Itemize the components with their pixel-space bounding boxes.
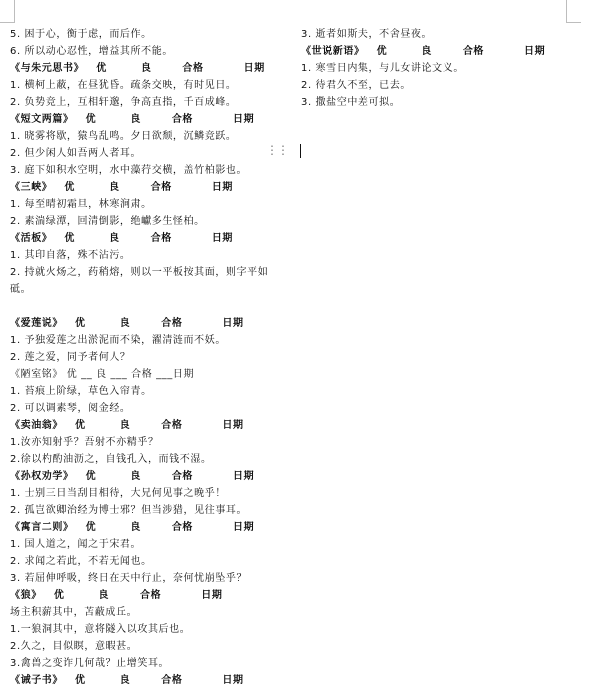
grade-label: 日期 bbox=[211, 233, 234, 244]
grade-label: 良 bbox=[119, 675, 131, 686]
grade-label: 良 bbox=[130, 471, 141, 482]
grade-label: 日期 bbox=[243, 63, 265, 74]
section-title: 《诫子书》 bbox=[10, 675, 63, 686]
grade-label: 合格 bbox=[182, 63, 204, 74]
text-line: 2. 负势竞上，互相轩邈，争高直指，千百成峰。 bbox=[10, 97, 237, 108]
section-heading-plain: 《陋室铭》 优 __ 良 ___ 合格 ___日期 bbox=[10, 369, 195, 380]
text-line: 3. 逝者如斯夫，不舍昼夜。 bbox=[301, 29, 433, 40]
grade-label: 良 bbox=[119, 420, 131, 431]
section-heading bbox=[10, 672, 285, 689]
grade-label: 良 bbox=[140, 63, 152, 74]
grade-label: 合格 bbox=[171, 522, 194, 533]
grade-label: 合格 bbox=[462, 46, 485, 57]
grade-label: 良 bbox=[109, 233, 120, 244]
grade-label: 合格 bbox=[161, 420, 183, 431]
text-line: 2. 可以调素琴，阅金经。 bbox=[10, 403, 131, 414]
section-title: 《与朱元思书》 bbox=[10, 63, 85, 74]
section-title: 《爱莲说》 bbox=[10, 318, 63, 329]
grade-label: 优 bbox=[64, 182, 76, 193]
section-title: 《寓言二则》 bbox=[10, 522, 74, 533]
grade-label: 良 bbox=[130, 114, 141, 125]
text-line: 3. 撒盐空中差可拟。 bbox=[301, 97, 401, 108]
grade-label: 优 bbox=[85, 114, 97, 125]
section-heading bbox=[10, 315, 285, 332]
grade-label: 合格 bbox=[140, 590, 162, 601]
grade-label: 日期 bbox=[222, 675, 244, 686]
section-heading bbox=[301, 43, 571, 60]
grade-label: 日期 bbox=[211, 182, 234, 193]
blank-line bbox=[10, 298, 285, 315]
grade-label: 日期 bbox=[233, 114, 255, 125]
text-line: 1. 每至晴初霜旦，林寒涧肃。 bbox=[10, 199, 152, 210]
section-heading bbox=[10, 60, 285, 77]
grade-label: 良 bbox=[421, 46, 432, 57]
section-title: 《短文两篇》 bbox=[10, 114, 74, 125]
page-corner-mark-right bbox=[566, 0, 581, 23]
text-line: 1. 横柯上蔽，在昼犹昏。疏条交映，有时见日。 bbox=[10, 80, 237, 91]
text-line: 6. 所以动心忍性，增益其所不能。 bbox=[10, 46, 173, 57]
section-title: 《卖油翁》 bbox=[10, 420, 63, 431]
grade-label: 日期 bbox=[233, 471, 255, 482]
section-heading bbox=[10, 587, 285, 604]
grade-label: 优 bbox=[64, 233, 76, 244]
text-line: 2. 持就火炀之，药稍熔，则以一平板按其面，则字平如砥。 bbox=[10, 267, 269, 295]
grade-label: 日期 bbox=[524, 46, 546, 57]
text-line: 1.一狼洞其中，意将隧入以攻其后也。 bbox=[10, 624, 191, 635]
section-title: 《孙权劝学》 bbox=[10, 471, 74, 482]
grade-label: 优 bbox=[96, 63, 107, 74]
grade-label: 良 bbox=[109, 182, 120, 193]
section-heading bbox=[10, 230, 285, 247]
text-line: 3. 若屈伸呼吸，终日在天中行止，奈何忧崩坠乎？ bbox=[10, 573, 248, 584]
grade-label: 合格 bbox=[150, 233, 172, 244]
text-line: 2.徐以杓酌油沥之，自钱孔入，而钱不湿。 bbox=[10, 454, 212, 465]
grade-label: 合格 bbox=[161, 318, 183, 329]
grade-label: 优 bbox=[85, 471, 97, 482]
text-line: 3.禽兽之变诈几何哉？止增笑耳。 bbox=[10, 658, 170, 669]
grade-label: 优 bbox=[376, 46, 388, 57]
section-heading bbox=[10, 111, 285, 128]
text-line: 2.久之，目似瞑，意暇甚。 bbox=[10, 641, 138, 652]
grade-label: 日期 bbox=[222, 318, 244, 329]
text-line: 2. 求闻之若此，不若无闻也。 bbox=[10, 556, 152, 567]
text-line: 1. 国人道之，闻之于宋君。 bbox=[10, 539, 142, 550]
text-line: 2. 但少闲人如吾两人者耳。 bbox=[10, 148, 142, 159]
text-line: 1. 士别三日当刮目相待，大兄何见事之晚乎！ bbox=[10, 488, 226, 499]
section-title: 《三峡》 bbox=[10, 182, 53, 193]
grade-label: 日期 bbox=[233, 522, 255, 533]
text-line: 2. 莲之爱，同予者何人？ bbox=[10, 352, 131, 363]
text-line: 2. 素湍绿潭，回清倒影，绝巘多生怪柏。 bbox=[10, 216, 205, 227]
text-line: 3. 庭下如积水空明，水中藻荇交横，盖竹柏影也。 bbox=[10, 165, 248, 176]
text-line: 1. 寒雪日内集，与儿女讲论文义。 bbox=[301, 63, 464, 74]
grade-label: 优 bbox=[85, 522, 97, 533]
section-title: 《活板》 bbox=[10, 233, 53, 244]
grade-label: 合格 bbox=[150, 182, 172, 193]
section-heading bbox=[10, 468, 285, 485]
text-line: 1. 苔痕上阶绿，草色入帘青。 bbox=[10, 386, 152, 397]
grade-label: 日期 bbox=[201, 590, 223, 601]
grade-label: 合格 bbox=[171, 471, 194, 482]
text-line: 2. 待君久不至，已去。 bbox=[301, 80, 411, 91]
section-title: 《狼》 bbox=[10, 590, 42, 601]
grade-label: 合格 bbox=[171, 114, 194, 125]
grade-label: 日期 bbox=[222, 420, 244, 431]
grade-label: 良 bbox=[130, 522, 141, 533]
grade-label: 优 bbox=[53, 590, 65, 601]
grade-label: 良 bbox=[119, 318, 131, 329]
text-line: 2. 孤岂欲卿治经为博士邪？但当涉猎，见往事耳。 bbox=[10, 505, 248, 516]
text-line: 1. 晓雾将歇，猿鸟乱鸣。夕日欲颓，沉鳞竞跃。 bbox=[10, 131, 237, 142]
grade-label: 合格 bbox=[161, 675, 183, 686]
text-line: 场主积薪其中，苫蔽成丘。 bbox=[10, 607, 138, 618]
text-line: 5. 困于心，衡于虑，而后作。 bbox=[10, 29, 152, 40]
table-move-handle-icon[interactable]: ⋮⋮ bbox=[266, 143, 288, 157]
left-text-column[interactable] bbox=[10, 26, 288, 689]
grade-label: 优 bbox=[75, 318, 86, 329]
grade-label: 良 bbox=[98, 590, 110, 601]
text-line: 1. 予独爱莲之出淤泥而不染，濯清涟而不妖。 bbox=[10, 335, 226, 346]
section-heading bbox=[10, 417, 285, 434]
section-heading bbox=[10, 519, 285, 536]
section-heading bbox=[10, 179, 285, 196]
grade-label: 优 bbox=[75, 420, 86, 431]
text-line: 1. 其印自落，殊不沾污。 bbox=[10, 250, 131, 261]
page-corner-mark-left bbox=[0, 0, 15, 23]
grade-label: 优 bbox=[75, 675, 86, 686]
right-text-column[interactable] bbox=[301, 26, 571, 111]
text-line: 1.汝亦知射乎？吾射不亦精乎？ bbox=[10, 437, 159, 448]
text-cursor bbox=[300, 144, 301, 158]
section-title: 《世说新语》 bbox=[301, 46, 365, 57]
